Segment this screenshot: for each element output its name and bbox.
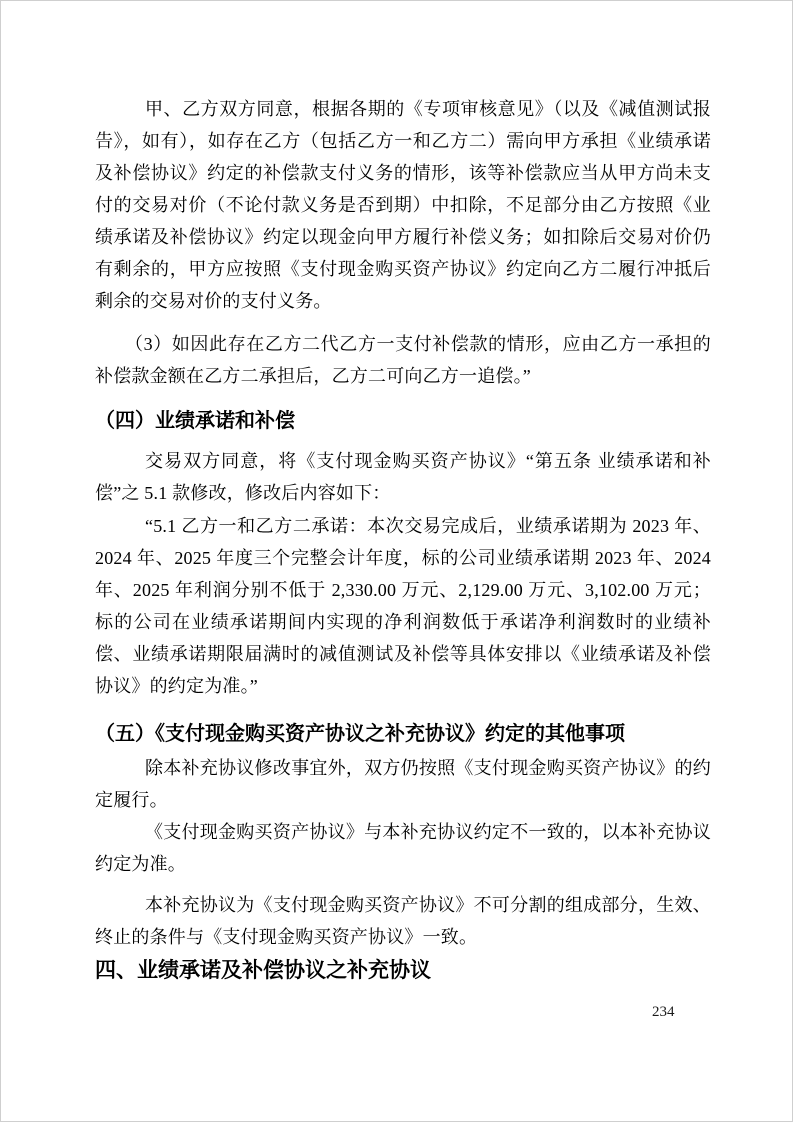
section-heading-five: （五）《支付现金购买资产协议之补充协议》约定的其他事项: [95, 723, 625, 745]
document-body: [95, 93, 711, 987]
body-paragraph: 交易双方同意，将《支付现金购买资产协议》“第五条 业绩承诺和补偿”之 5.1 款修改，修改后内容如下：: [95, 451, 711, 503]
page-number: 234: [652, 1004, 675, 1020]
body-paragraph-clause-5-1: “5.1 乙方一和乙方二承诺：本次交易完成后，业绩承诺期为 2023 年、2024 年、2025 年度三个完整会计年度，标的公司业绩承诺期 2023 年、2024 年、2025 年利润分别不低于 2,330.00 万元、2,129.00 万元、3,102.00 万元；标的公司在业绩承诺期间内实现的净利润数低于承诺净利润数时的业绩补偿、业绩承诺期限届满时的减值测试及补偿等具体安排以《业绩承诺及补偿协议》的约定为准。”: [95, 516, 711, 696]
body-paragraph-item-3: （3）如因此存在乙方二代乙方一支付补偿款的情形，应由乙方一承担的补偿款金额在乙方二承担后，乙方二可向乙方一追偿。”: [95, 334, 711, 386]
body-paragraph: 《支付现金购买资产协议》与本补充协议约定不一致的，以本补充协议约定为准。: [95, 822, 711, 874]
chapter-heading-four: 四、业绩承诺及补偿协议之补充协议: [95, 958, 431, 982]
section-heading-four: （四）业绩承诺和补偿: [95, 410, 295, 432]
body-paragraph: 甲、乙方双方同意，根据各期的《专项审核意见》（以及《减值测试报告》，如有），如存在乙方（包括乙方一和乙方二）需向甲方承担《业绩承诺及补偿协议》约定的补偿款支付义务的情形，该等补偿款应当从甲方尚未支付的交易对价（不论付款义务是否到期）中扣除，不足部分由乙方按照《业绩承诺及补偿协议》约定以现金向甲方履行补偿义务；如扣除后交易对价仍有剩余的，甲方应按照《支付现金购买资产协议》约定向乙方二履行冲抵后剩余的交易对价的支付义务。: [95, 99, 711, 311]
body-paragraph: 本补充协议为《支付现金购买资产协议》不可分割的组成部分，生效、终止的条件与《支付现金购买资产协议》一致。: [95, 895, 711, 947]
body-paragraph: 除本补充协议修改事宜外，双方仍按照《支付现金购买资产协议》的约定履行。: [95, 758, 711, 810]
